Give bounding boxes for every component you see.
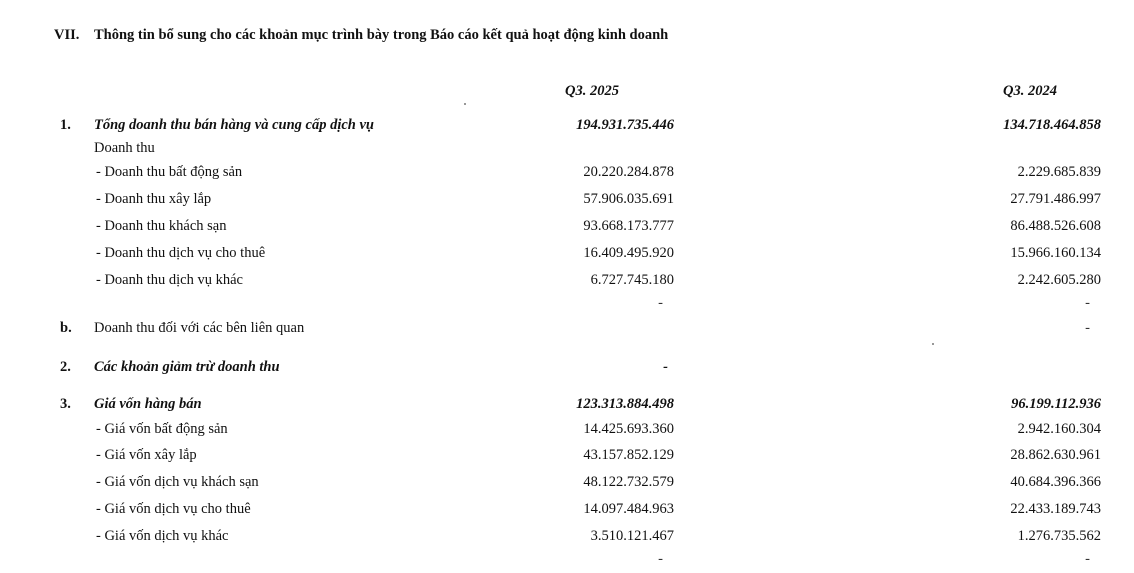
table-row — [0, 396, 1134, 418]
row-label: - Doanh thu xây lắp — [96, 191, 212, 207]
row-value-current: 14.425.693.360 — [583, 421, 674, 437]
row-value-current: 20.220.284.878 — [583, 164, 674, 180]
table-row — [0, 501, 1134, 523]
scan-speck — [464, 103, 466, 105]
row-value-current: - — [663, 359, 668, 375]
row-value-current: 3.510.121.467 — [590, 528, 674, 544]
row-value-current: 123.313.884.498 — [576, 396, 674, 412]
section-number: VII. — [54, 27, 80, 43]
row-value-current: 14.097.484.963 — [583, 501, 674, 517]
row-value-prior: - — [1085, 295, 1090, 311]
table-row — [0, 140, 1134, 162]
row-value-current: - — [658, 551, 663, 567]
row-value-prior: 86.488.526.608 — [1010, 218, 1101, 234]
table-row — [0, 447, 1134, 469]
row-value-prior: 28.862.630.961 — [1010, 447, 1101, 463]
row-value-current: 16.409.495.920 — [583, 245, 674, 261]
table-row — [0, 245, 1134, 267]
row-number: 2. — [60, 359, 71, 375]
row-value-current: 6.727.745.180 — [590, 272, 674, 288]
table-row — [0, 528, 1134, 550]
row-label: - Giá vốn bất động sản — [96, 421, 228, 437]
row-value-prior: 2.229.685.839 — [1017, 164, 1101, 180]
table-row — [0, 295, 1134, 317]
row-value-current: - — [658, 295, 663, 311]
row-label: - Giá vốn dịch vụ cho thuê — [96, 501, 251, 517]
column-header-current: Q3. 2025 — [565, 83, 619, 99]
row-value-current: 43.157.852.129 — [583, 447, 674, 463]
row-value-current: 194.931.735.446 — [576, 117, 674, 133]
row-value-prior: 27.791.486.997 — [1010, 191, 1101, 207]
table-row — [0, 164, 1134, 186]
row-value-prior: 2.942.160.304 — [1017, 421, 1101, 437]
row-label: - Doanh thu dịch vụ khác — [96, 272, 243, 288]
table-row — [0, 117, 1134, 139]
row-label: Các khoản giảm trừ doanh thu — [94, 359, 280, 375]
row-label: - Giá vốn dịch vụ khách sạn — [96, 474, 259, 490]
row-value-prior: 134.718.464.858 — [1003, 117, 1101, 133]
row-number: 1. — [60, 117, 71, 133]
scan-speck — [932, 343, 934, 345]
row-value-prior: 15.966.160.134 — [1010, 245, 1101, 261]
row-label: - Doanh thu khách sạn — [96, 218, 227, 234]
row-label: - Giá vốn xây lắp — [96, 447, 197, 463]
table-row — [0, 272, 1134, 294]
table-row — [0, 474, 1134, 496]
row-value-prior: - — [1085, 320, 1090, 336]
row-label: Doanh thu đối với các bên liên quan — [94, 320, 305, 336]
row-value-prior: 40.684.396.366 — [1010, 474, 1101, 490]
row-value-current: 57.906.035.691 — [583, 191, 674, 207]
row-value-prior: 22.433.189.743 — [1010, 501, 1101, 517]
row-value-prior: 2.242.605.280 — [1017, 272, 1101, 288]
row-label: Giá vốn hàng bán — [94, 396, 202, 412]
row-label: - Doanh thu dịch vụ cho thuê — [96, 245, 266, 261]
section-heading — [54, 27, 668, 44]
row-value-prior: 96.199.112.936 — [1011, 396, 1101, 412]
row-label: - Giá vốn dịch vụ khác — [96, 528, 229, 544]
row-value-prior: 1.276.735.562 — [1017, 528, 1101, 544]
table-row — [0, 191, 1134, 213]
table-row — [0, 421, 1134, 443]
row-label: - Doanh thu bất động sản — [96, 164, 243, 180]
section-title: Thông tin bổ sung cho các khoản mục trình bày trong Báo cáo kết quả hoạt động kinh doanh — [94, 27, 669, 43]
column-header-prior: Q3. 2024 — [1003, 83, 1057, 99]
row-label: Tổng doanh thu bán hàng và cung cấp dịch vụ — [94, 117, 374, 133]
row-value-prior: - — [1085, 551, 1090, 567]
row-value-current: 93.668.173.777 — [583, 218, 674, 234]
table-row — [0, 359, 1134, 381]
row-number: 3. — [60, 396, 71, 412]
table-row — [0, 218, 1134, 240]
row-label: Doanh thu — [94, 140, 155, 156]
row-value-current: 48.122.732.579 — [583, 474, 674, 490]
table-row — [0, 320, 1134, 342]
table-row — [0, 551, 1134, 573]
row-number: b. — [60, 320, 72, 336]
